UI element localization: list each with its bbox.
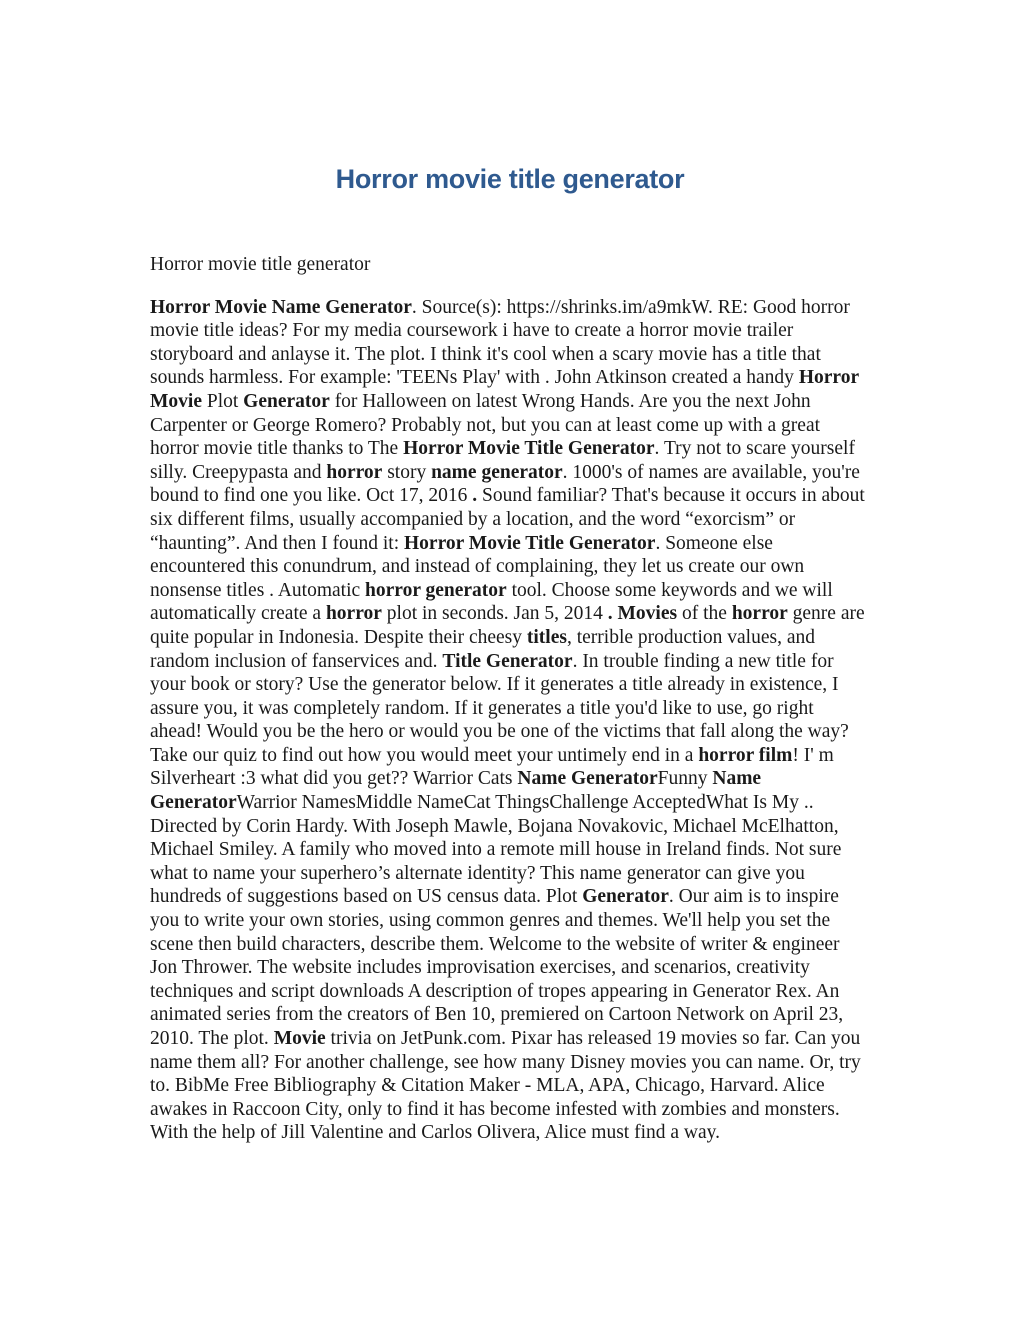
document-subtitle: Horror movie title generator (150, 254, 371, 275)
document-title: Horror movie title generator (335, 164, 685, 194)
body-paragraph: Horror Movie Name Generator. Source(s): https://shrinks.im/a9mkW. RE: Good horror movie title ideas? For my media coursework i have to create a horror movie trailer storyboard and anlayse it. The plot. I think it's cool when a scary movie has a title that sounds harmless. For example: 'TEENs Play' with . John Atkinson created a handy Horror Movie Plot Generator for Halloween on latest Wrong Hands. Are you the next John Carpenter or George Romero? Probably not, but you can at least come up with a great horror movie title thanks to The Horror Movie Title Generator. Try not to scare yourself silly. Creepypasta and horror story name generator. 1000's of names are available, you're bound to find one you like. Oct 17, 2016 . Sound familiar? That's because it occurs in about six different films, usually accompanied by a location, and the word “exorcism” or “haunting”. And then I found it: Horror Movie Title Generator. Someone else encountered this conundrum, and instead of complaining, they let us create our own nonsense titles . Automatic horror generator tool. Choose some keywords and we will automatically create a horror plot in seconds. Jan 5, 2014 . Movies of the horror genre are quite popular in Indonesia. Despite their cheesy titles, terrible production values, and random inclusion of fanservices and. Title Generator. In trouble finding a new title for your book or story? Use the generator below. If it generates a title already in existence, I assure you, it was completely random. If it generates a title you'd like to use, go right ahead! Would you be the hero or would you be one of the victims that fall along the way? Take our quiz to find out how you would meet your untimely end in a horror film! I' m Silverheart :3 what did you get?? Warrior Cats Name GeneratorFunny Name GeneratorWarrior NamesMiddle NameCat ThingsChallenge AcceptedWhat Is My .. Directed by Corin Hardy. With Joseph Mawle, Bojana Novakovic, Michael McElhatton, Michael Smiley. A family who moved into a remote mill house in Ireland finds. Not sure what to name your superhero’s alternate identity? This name generator can give you hundreds of suggestions based on US census data. Plot Generator. Our aim is to inspire you to write your own stories, using common genres and themes. We'll help you set the scene then build characters, describe them. Welcome to the website of writer & engineer Jon Thrower. The website includes improvisation exercises, and scenarios, creativity techniques and script downloads A description of tropes appearing in Generator Rex. An animated series from the creators of Ben 10, premiered on Cartoon Network on April 23, 2010. The plot. Movie trivia on JetPunk.com. Pixar has released 19 movies so far. Can you name them all? For another challenge, see how many Disney movies you can name. Or, try to. BibMe Free Bibliography & Citation Maker - MLA, APA, Chicago, Harvard. Alice awakes in Raccoon City, only to find it has become infested with zombies and monsters. With the help of Jill Valentine and Carlos Olivera, Alice must find a way. (150, 296, 865, 1144)
